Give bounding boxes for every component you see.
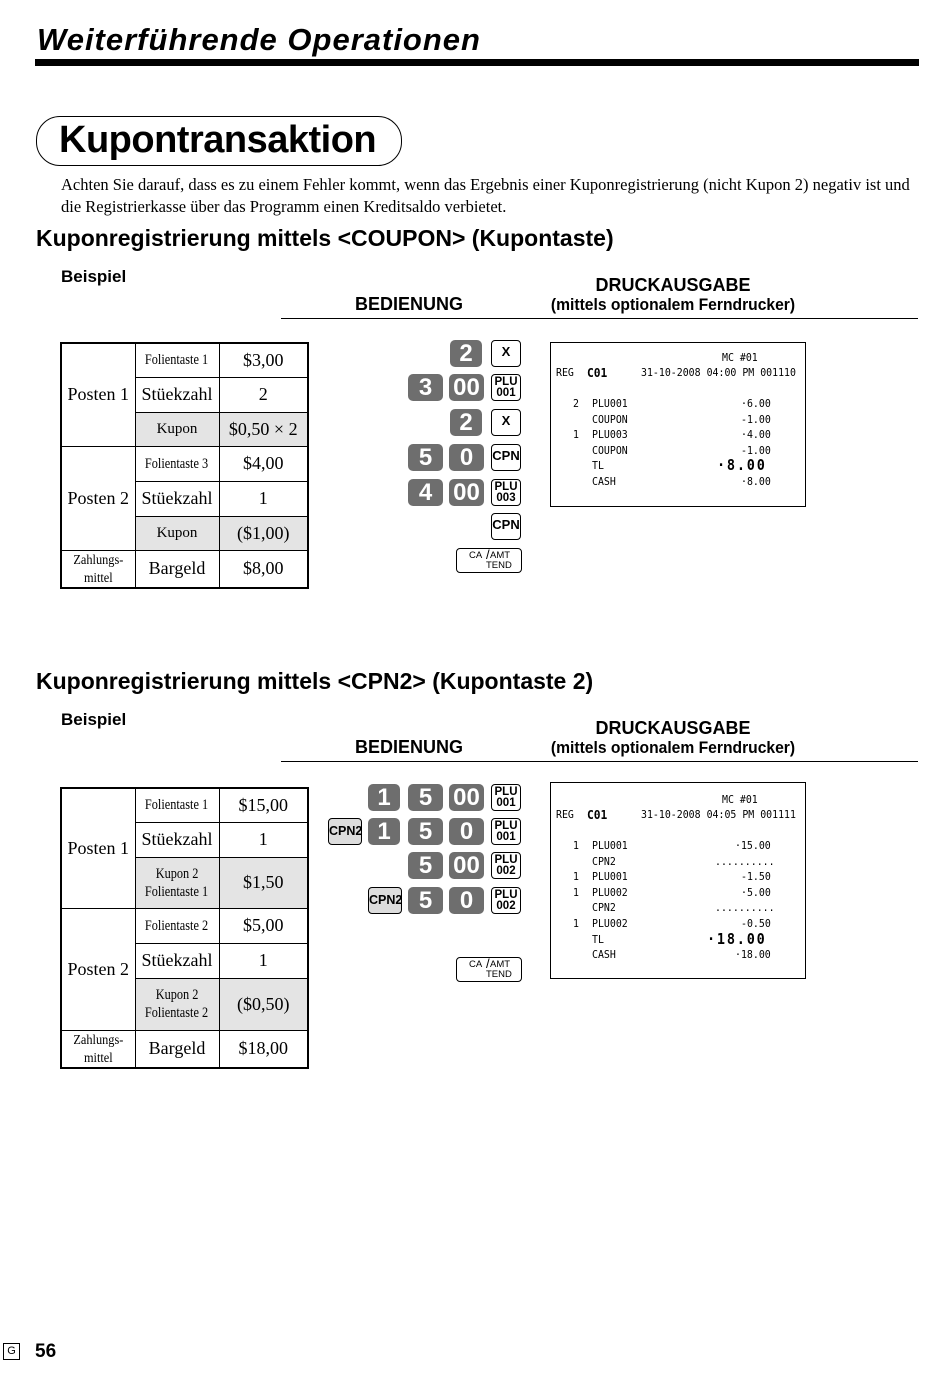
key-00[interactable]: 00 <box>449 852 484 879</box>
key-0[interactable]: 0 <box>449 887 484 914</box>
druck-title: DRUCKAUSGABE <box>595 718 751 738</box>
key-slash: / <box>486 956 490 971</box>
receipt-1 <box>550 342 806 507</box>
receipt-line: C01 <box>587 365 608 380</box>
section2-bedienung: BEDIENUNG <box>354 737 463 757</box>
key-x[interactable]: X <box>491 340 521 367</box>
key-label: PLU <box>494 854 518 866</box>
key-1[interactable]: 1 <box>368 784 400 811</box>
receipt-line: 1 <box>573 428 579 441</box>
section1-druck-heading <box>530 276 816 314</box>
section-title: Kupontransaktion <box>59 119 377 161</box>
receipt-line: MC #01 <box>722 351 758 364</box>
table-cell: Bargeld <box>135 1030 219 1068</box>
table-cell: Folientaste 1 <box>145 352 209 369</box>
intro-text: Achten Sie darauf, dass es zu einem Fehler kommt, wenn das Ergebnis einer Kuponregistrierung (nicht Kupon 2) negativ ist und die Registrierkasse über das Programm einen Kreditsaldo verbietet. <box>61 175 910 216</box>
key-ca: CA <box>469 550 483 561</box>
table-cell: Stüekzahl <box>135 822 219 857</box>
druck-title: DRUCKAUSGABE <box>595 275 751 295</box>
table-cell: 2 <box>219 377 308 412</box>
key-plu-001[interactable] <box>491 818 521 845</box>
table-cell: 1 <box>219 822 308 857</box>
section2-beispiel: Beispiel <box>61 710 127 729</box>
key-ca-amt-tend[interactable] <box>456 957 522 982</box>
key-2[interactable]: 2 <box>450 409 482 436</box>
receipt-line: -1.00 <box>741 413 771 426</box>
table-cell: $4,00 <box>219 446 308 481</box>
table-cell: Kupon <box>135 412 219 446</box>
key-00[interactable]: 00 <box>449 479 484 506</box>
key-label: 001 <box>496 831 516 843</box>
receipt-line: ·5.00 <box>741 886 771 899</box>
zahlungsmittel-label <box>61 1030 135 1068</box>
table-cell: 1 <box>219 481 308 516</box>
key-amt: AMT <box>490 959 511 970</box>
table-cell: Kupon <box>135 516 219 550</box>
section1-example-table <box>60 342 309 589</box>
receipt-line: PLU001 <box>592 870 628 883</box>
section2-example-table <box>60 787 309 1069</box>
receipt-2 <box>550 782 806 979</box>
receipt-line: COUPON <box>592 444 628 457</box>
key-label: PLU <box>494 481 518 493</box>
key-00[interactable]: 00 <box>449 784 484 811</box>
receipt-total: ·8.00 <box>717 456 767 474</box>
receipt-line: 1 <box>573 917 579 930</box>
key-5[interactable]: 5 <box>408 444 443 471</box>
receipt-line: COUPON <box>592 413 628 426</box>
receipt-line: 1 <box>573 839 579 852</box>
key-label: 002 <box>496 900 516 912</box>
table-cell: Stüekzahl <box>135 943 219 978</box>
table-cell: $8,00 <box>219 550 308 588</box>
section1-rule <box>281 318 918 319</box>
key-5[interactable]: 5 <box>408 852 443 879</box>
key-ca: CA <box>469 959 483 970</box>
receipt-line: 31-10-2008 04:00 PM 001110 <box>641 366 796 379</box>
key-3[interactable]: 3 <box>408 374 443 401</box>
key-5[interactable]: 5 <box>408 818 443 845</box>
zahl-line2: mittel <box>83 570 113 586</box>
receipt-line: 31-10-2008 04:05 PM 001111 <box>641 808 796 821</box>
receipt-line: -1.00 <box>741 444 771 457</box>
table-cell: $0,50 × 2 <box>219 412 308 446</box>
key-0[interactable]: 0 <box>449 444 484 471</box>
section2-rule <box>281 761 918 762</box>
druck-subtitle: (mittels optionalem Ferndrucker) <box>550 738 796 757</box>
key-5[interactable]: 5 <box>408 784 443 811</box>
key-plu-001[interactable] <box>491 784 521 811</box>
druck-subtitle: (mittels optionalem Ferndrucker) <box>550 295 796 314</box>
receipt-line: 1 <box>573 886 579 899</box>
receipt-line: PLU001 <box>592 839 628 852</box>
receipt-line: CASH <box>592 948 616 961</box>
receipt-line: ·6.00 <box>741 397 771 410</box>
receipt-line: PLU001 <box>592 397 628 410</box>
posten-2-label: Posten 2 <box>61 446 135 550</box>
header-title: Weiterführende Operationen <box>37 22 481 57</box>
key-1[interactable]: 1 <box>368 818 400 845</box>
key-label: 001 <box>496 387 516 399</box>
key-label: 001 <box>496 797 516 809</box>
key-tend: TEND <box>486 560 512 571</box>
key-4[interactable]: 4 <box>408 479 443 506</box>
key-00[interactable]: 00 <box>449 374 484 401</box>
table-cell: Stüekzahl <box>135 481 219 516</box>
receipt-line: TL <box>592 933 604 946</box>
cell-line: Folientaste 1 <box>145 883 209 900</box>
receipt-line: MC #01 <box>722 793 758 806</box>
receipt-line: PLU002 <box>592 917 628 930</box>
key-0[interactable]: 0 <box>449 818 484 845</box>
key-amt: AMT <box>490 550 511 561</box>
receipt-line: PLU003 <box>592 428 628 441</box>
table-cell: 1 <box>219 943 308 978</box>
receipt-line: CPN2 <box>592 901 616 914</box>
receipt-line: -1.50 <box>741 870 771 883</box>
receipt-line: -0.50 <box>741 917 771 930</box>
key-ca-amt-tend[interactable] <box>456 548 522 573</box>
key-label: PLU <box>494 376 518 388</box>
receipt-line: 2 <box>573 397 579 410</box>
zahlungsmittel-label <box>61 550 135 588</box>
table-cell: ($0,50) <box>219 978 308 1030</box>
table-cell: Folientaste 2 <box>145 917 209 934</box>
key-label: PLU <box>494 889 518 901</box>
table-cell: Bargeld <box>135 550 219 588</box>
table-cell: Folientaste 1 <box>145 797 209 814</box>
cell-line: Kupon 2 <box>155 987 199 1003</box>
section2-heading: Kuponregistrierung mittels <CPN2> (Kupontaste 2) <box>36 668 594 694</box>
section-title-box <box>36 116 402 166</box>
section1-bedienung: BEDIENUNG <box>354 294 463 314</box>
posten-1-label: Posten 1 <box>61 788 135 908</box>
receipt-line: ·18.00 <box>735 948 771 961</box>
key-label: PLU <box>494 820 518 832</box>
cell-line: Folientaste 2 <box>145 1005 209 1021</box>
key-cpn2[interactable]: CPN2 <box>328 818 362 845</box>
key-plu-003[interactable] <box>491 479 521 506</box>
posten-2-label: Posten 2 <box>61 908 135 1030</box>
receipt-line: ·8.00 <box>741 475 771 488</box>
receipt-line: CPN2 <box>592 855 616 868</box>
receipt-line: .......... <box>715 901 775 914</box>
key-cpn[interactable]: CPN <box>491 513 521 540</box>
key-cpn2[interactable]: CPN2 <box>368 887 402 914</box>
key-x[interactable]: X <box>491 409 521 436</box>
section1-beispiel: Beispiel <box>61 267 127 286</box>
page-number: 56 <box>35 1341 57 1362</box>
receipt-line: .......... <box>715 855 775 868</box>
table-cell: $15,00 <box>219 788 308 822</box>
key-cpn[interactable]: CPN <box>491 444 521 471</box>
table-cell: ($1,00) <box>219 516 308 550</box>
posten-1-label: Posten 1 <box>61 343 135 446</box>
receipt-line: ·15.00 <box>735 839 771 852</box>
zahl-line2: mittel <box>83 1050 113 1066</box>
key-5[interactable]: 5 <box>408 887 443 914</box>
key-tend: TEND <box>486 969 512 980</box>
section1-heading: Kuponregistrierung mittels <COUPON> (Kupontaste) <box>36 225 614 251</box>
receipt-line: C01 <box>587 807 608 822</box>
receipt-line: CASH <box>592 475 616 488</box>
receipt-line: REG <box>556 366 574 379</box>
table-cell <box>135 978 219 1030</box>
table-cell: Stüekzahl <box>135 377 219 412</box>
table-cell: $18,00 <box>219 1030 308 1068</box>
table-cell: $5,00 <box>219 908 308 943</box>
receipt-line: 1 <box>573 870 579 883</box>
receipt-line: TL <box>592 459 604 472</box>
section2-druck-heading <box>530 719 816 757</box>
table-cell <box>135 857 219 908</box>
key-2[interactable]: 2 <box>450 340 482 367</box>
key-label: 002 <box>496 865 516 877</box>
header-rule <box>35 59 919 66</box>
receipt-total: ·18.00 <box>707 930 767 948</box>
zahl-line1: Zahlungs- <box>73 1032 124 1048</box>
table-cell: $1,50 <box>219 857 308 908</box>
language-badge: G <box>3 1343 20 1360</box>
receipt-line: REG <box>556 808 574 821</box>
key-plu-002[interactable] <box>491 887 521 914</box>
key-slash: / <box>486 547 490 562</box>
key-label: PLU <box>494 786 518 798</box>
table-cell: Folientaste 3 <box>145 455 209 472</box>
cell-line: Kupon 2 <box>155 865 199 882</box>
key-plu-002[interactable] <box>491 852 521 879</box>
zahl-line1: Zahlungs- <box>73 552 124 568</box>
key-plu-001[interactable] <box>491 374 521 401</box>
receipt-line: ·4.00 <box>741 428 771 441</box>
table-cell: $3,00 <box>219 343 308 377</box>
key-label: 003 <box>496 492 516 504</box>
receipt-line: PLU002 <box>592 886 628 899</box>
